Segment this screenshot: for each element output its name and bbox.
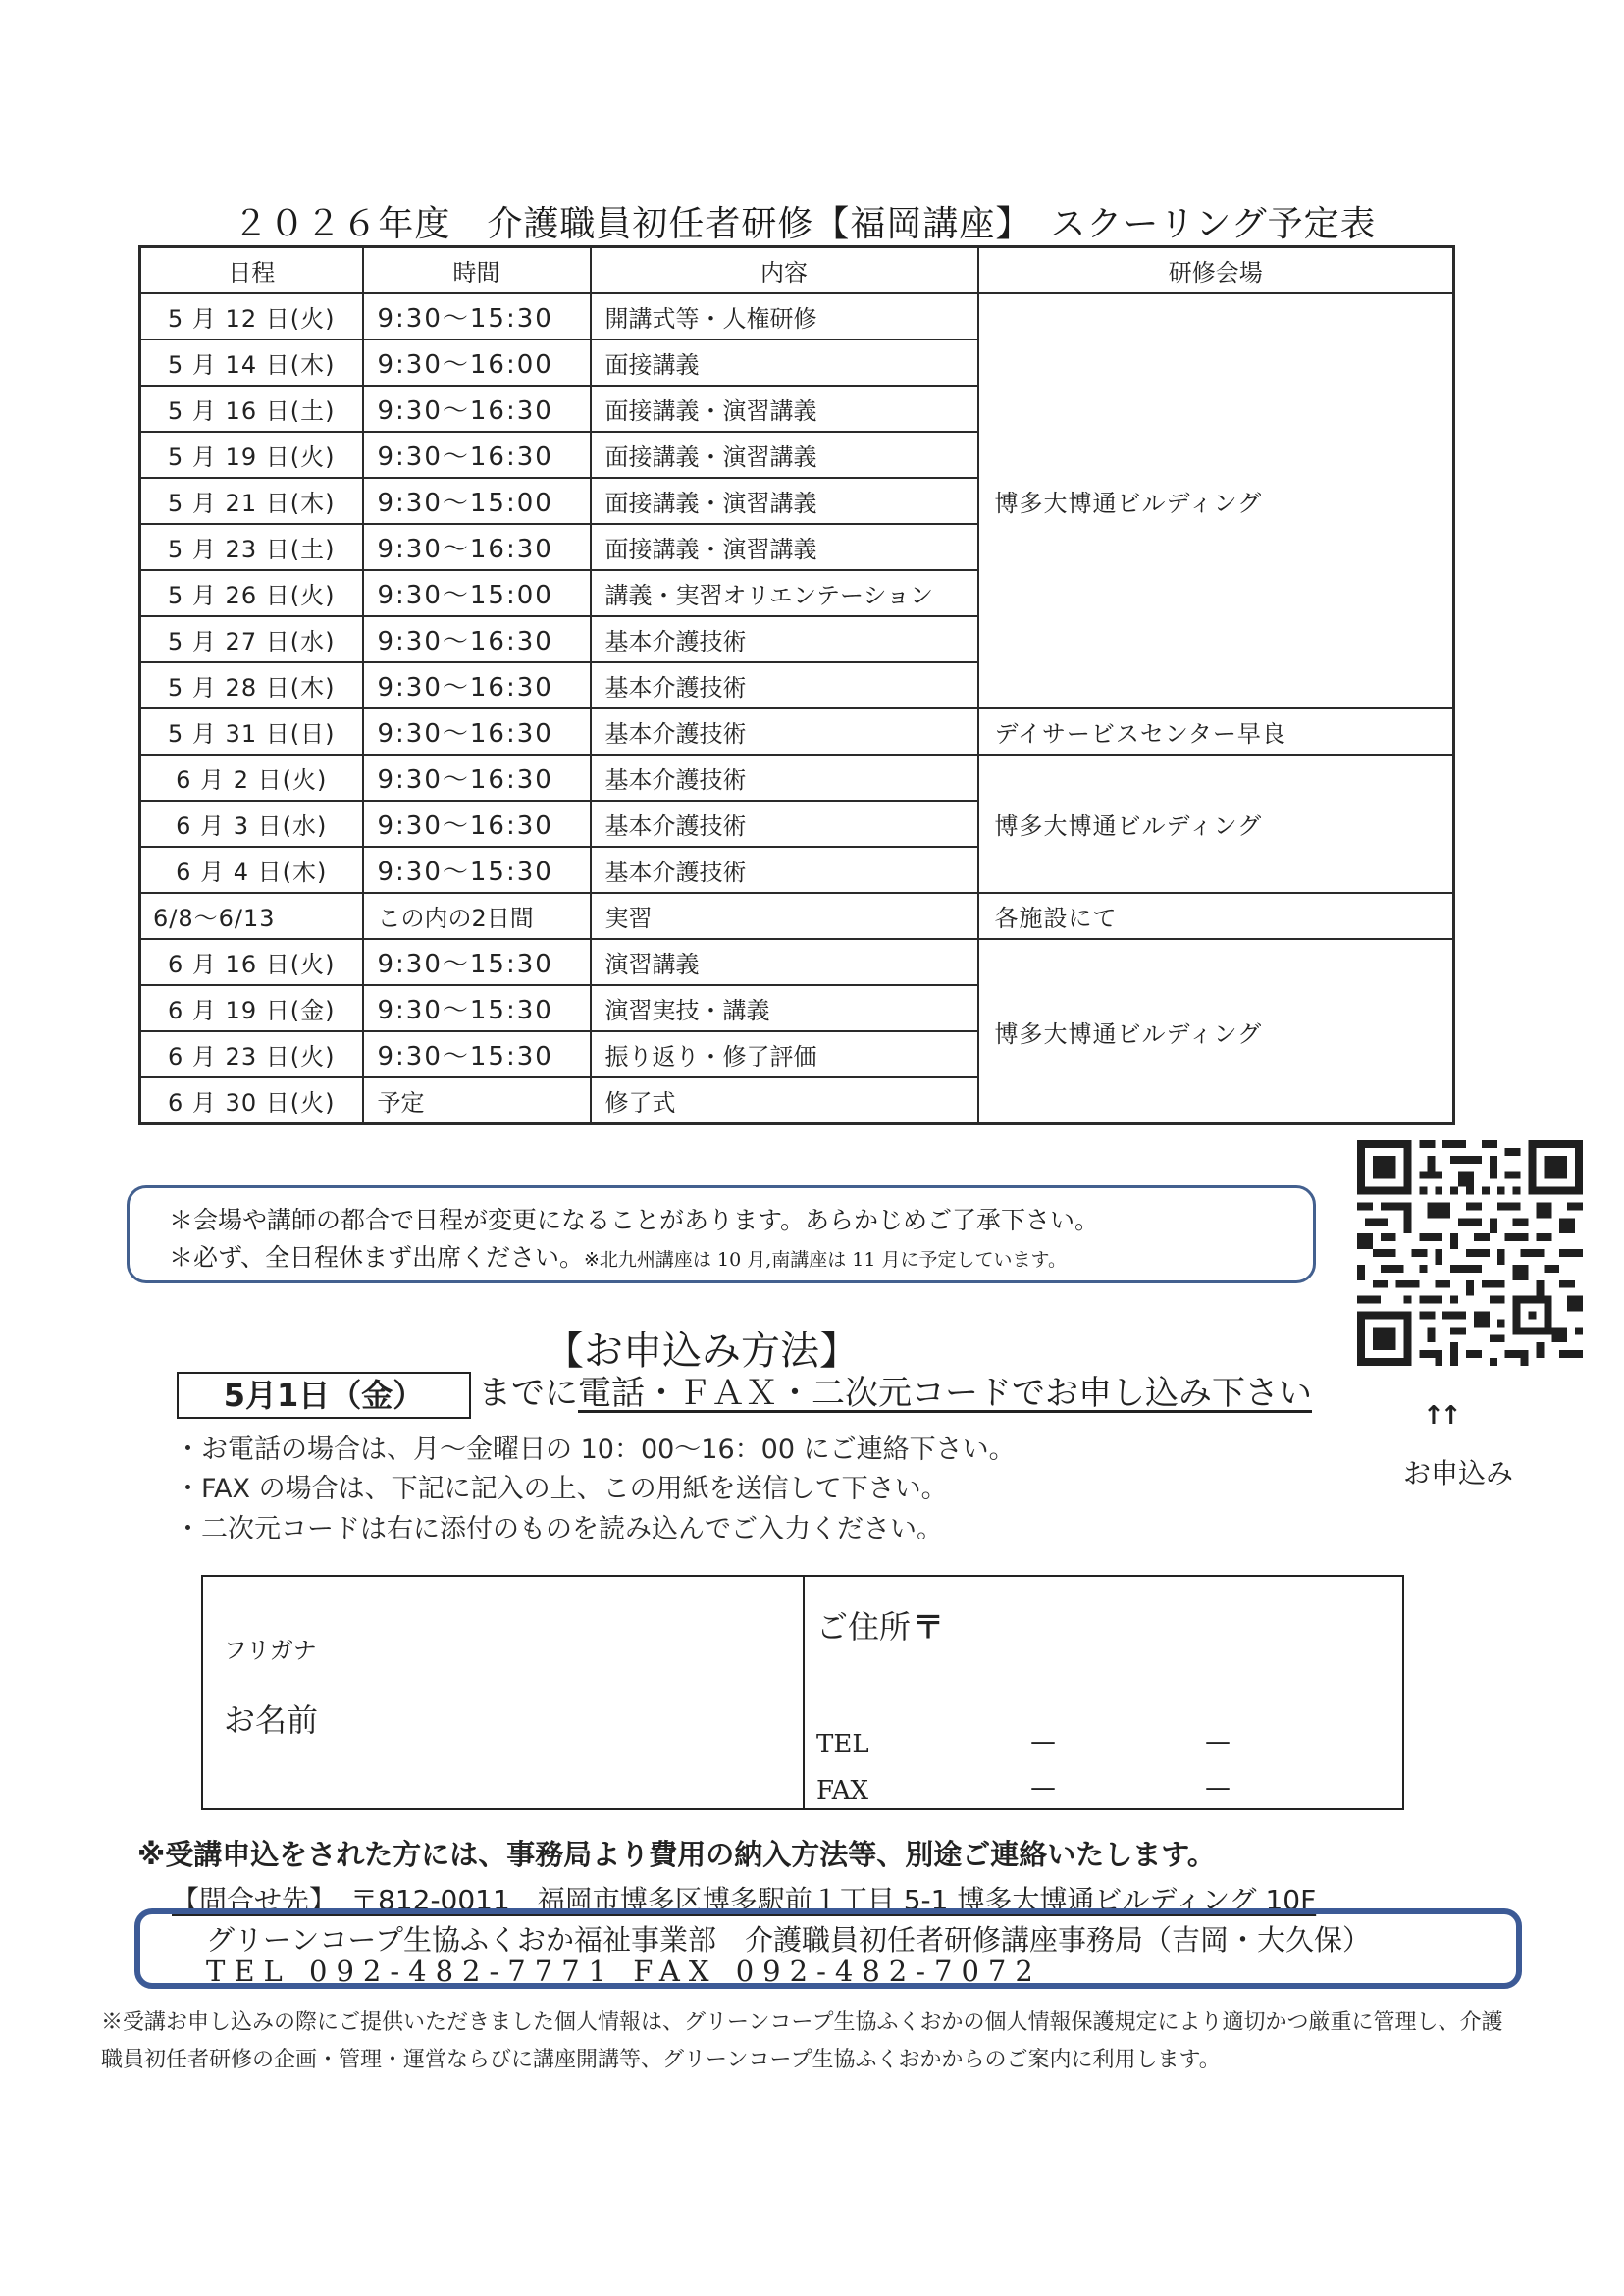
fee-note: ※受講申込をされた方には、事務局より費用の納入方法等、別途ご連絡いたします。 [137,1838,1216,1871]
row-date: 5 月 16 日(土) [140,386,363,432]
row-content: 面接講義・演習講義 [591,478,978,524]
fax-dash-1: — [1030,1773,1056,1802]
row-content: 講義・実習オリエンテーション [591,570,978,616]
venue-cell: 博多大博通ビルディング [978,939,1454,1124]
row-time: 9:30〜16:30 [363,386,591,432]
venue-cell: 各施設にて [978,893,1454,939]
fax-field[interactable]: FAX [816,1776,869,1805]
venue-cell: 博多大博通ビルディング [978,755,1454,893]
row-date: 5 月 14 日(木) [140,339,363,386]
bullet-phone: ・お電話の場合は、月〜金曜日の 10：00〜16：00 にご連絡下さい。 [175,1435,1016,1465]
row-time: 9:30〜15:30 [363,939,591,985]
row-time: 9:30〜15:30 [363,985,591,1031]
row-date: 6/8〜6/13 [140,893,363,939]
row-time: 予定 [363,1077,591,1124]
row-content: 面接講義・演習講義 [591,432,978,478]
fax-dash-2: — [1205,1773,1231,1802]
row-content: 面接講義 [591,339,978,386]
tel-dash-1: — [1030,1727,1056,1756]
notice-line-1: ＊会場や講師の都合で日程が変更になることがあります。あらかじめご了承下さい。 [169,1206,1100,1234]
row-content: 面接講義・演習講義 [591,524,978,570]
header-venue: 研修会場 [978,247,1454,294]
name-field[interactable]: お名前 [224,1701,319,1739]
notice-line-2-main: ＊必ず、全日程休まず出席ください。 [169,1243,585,1272]
deadline-box: 5月1日（金） [177,1372,471,1419]
row-date: 6 月 19 日(金) [140,985,363,1031]
row-time: 9:30〜16:30 [363,755,591,801]
row-date: 5 月 26 日(火) [140,570,363,616]
furigana-field[interactable]: フリガナ [224,1637,317,1664]
row-date: 5 月 12 日(火) [140,293,363,339]
row-date: 6 月 16 日(火) [140,939,363,985]
qr-label: お申込み [1403,1457,1514,1489]
notice-line-2 [169,1239,1313,1278]
row-time: 9:30〜16:30 [363,801,591,847]
row-time: 9:30〜15:30 [363,1031,591,1077]
notice-line-2-small: ※北九州講座は 10 月,南講座は 11 月に予定しています。 [584,1249,1067,1271]
row-date: 5 月 19 日(火) [140,432,363,478]
table-header-row [140,247,1454,294]
row-content: 修了式 [591,1077,978,1124]
row-content: 面接講義・演習講義 [591,386,978,432]
arrow-up-icon: ↑↑ [1423,1401,1458,1431]
row-time: 9:30〜15:30 [363,293,591,339]
tel-field[interactable]: TEL [816,1730,869,1759]
bullet-fax: ・FAX の場合は、下記に記入の上、この用紙を送信して下さい。 [175,1474,948,1504]
row-time: 9:30〜16:30 [363,616,591,662]
row-content: 基本介護技術 [591,616,978,662]
bullet-qr: ・二次元コードは右に添付のものを読み込んでご入力ください。 [175,1514,943,1544]
privacy-notice: ※受講お申し込みの際にご提供いただきました個人情報は、グリーンコープ生協ふくおかの個人情報保護規定により適切かつ厳重に管理し、介護職員初任者研修の企画・管理・運営ならびに講座開講等、グリーンコープ生協ふくおかからのご案内に利用します。 [101,2010,1503,2072]
qr-code-icon[interactable] [1357,1140,1583,1366]
row-content: 演習実技・講義 [591,985,978,1031]
row-time: 9:30〜16:30 [363,662,591,708]
row-date: 6 月 2 日(火) [140,755,363,801]
header-date: 日程 [140,247,363,294]
venue-cell: 博多大博通ビルディング [978,293,1454,708]
notice-box [127,1185,1316,1283]
row-time: 9:30〜16:30 [363,432,591,478]
row-content: 実習 [591,893,978,939]
venue-cell: デイサービスセンター早良 [978,708,1454,755]
row-content: 基本介護技術 [591,847,978,893]
row-time: 9:30〜16:30 [363,524,591,570]
table-row [140,708,1454,755]
inquiry-address: 【問合せ先】 〒812-0011 福岡市博多区博多駅前１丁目 5-1 博多大博通ビルディング 10F [172,1884,1317,1916]
table-row [140,293,1454,339]
deadline-text [478,1372,1312,1415]
header-time: 時間 [363,247,591,294]
application-heading: 【お申込み方法】 [545,1329,859,1374]
row-time: この内の2日間 [363,893,591,939]
row-content: 基本介護技術 [591,801,978,847]
table-row [140,893,1454,939]
deadline-methods: 電話・ＦＡＸ・二次元コードでお申し込み下さい [578,1374,1312,1413]
row-date: 5 月 27 日(水) [140,616,363,662]
table-row [140,939,1454,985]
postal-mark-icon: 〒 [913,1608,945,1645]
row-date: 6 月 3 日(水) [140,801,363,847]
table-row [140,755,1454,801]
row-time: 9:30〜16:30 [363,708,591,755]
row-content: 開講式等・人権研修 [591,293,978,339]
row-content: 基本介護技術 [591,755,978,801]
row-date: 5 月 31 日(日) [140,708,363,755]
row-date: 6 月 23 日(火) [140,1031,363,1077]
page-title: ２０２６年度 介護職員初任者研修【福岡講座】 スクーリング予定表 [233,204,1377,244]
row-time: 9:30〜15:00 [363,478,591,524]
tel-dash-2: — [1205,1727,1231,1756]
contact-phone-fax: TEL 092-482-7771 FAX 092-482-7072 [206,1955,1042,1988]
row-date: 5 月 28 日(木) [140,662,363,708]
form-divider [803,1575,805,1810]
row-content: 振り返り・修了評価 [591,1031,978,1077]
deadline-prefix: までに [478,1374,578,1413]
row-date: 5 月 23 日(土) [140,524,363,570]
row-date: 5 月 21 日(木) [140,478,363,524]
row-date: 6 月 30 日(火) [140,1077,363,1124]
row-content: 基本介護技術 [591,662,978,708]
row-content: 演習講義 [591,939,978,985]
header-content: 内容 [591,247,978,294]
row-time: 9:30〜16:00 [363,339,591,386]
row-date: 6 月 4 日(木) [140,847,363,893]
contact-organization: グリーンコープ生協ふくおか福祉事業部 介護職員初任者研修講座事務局（吉岡・大久保） [206,1923,1371,1957]
row-time: 9:30〜15:30 [363,847,591,893]
schedule-table [138,245,1455,1125]
address-field[interactable]: ご住所 [816,1608,912,1645]
row-content: 基本介護技術 [591,708,978,755]
row-time: 9:30〜15:00 [363,570,591,616]
